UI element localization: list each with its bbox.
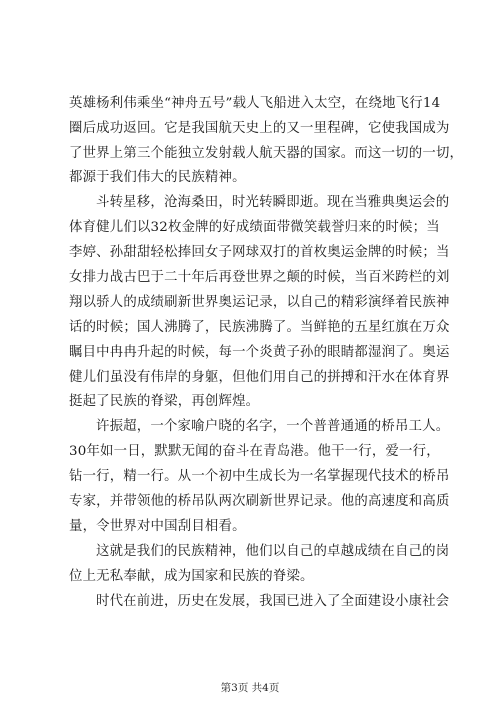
text-line: 话的时候；国人沸腾了，民族沸腾了。当鲜艳的五星红旗在万众: [69, 320, 450, 335]
text-line: 时代在前进，历史在发展，我国已进入了全面建设小康社会: [96, 594, 450, 609]
text-line: 挺起了民族的脊梁，再创辉煌。: [69, 394, 260, 409]
text-line: 李婷、孙甜甜轻松捧回女子网球双打的首枚奥运金牌的时候；当: [69, 245, 450, 260]
text-line: 30年如一日，默默无闻的奋斗在青岛港。他干一行，爱一行，: [69, 444, 440, 459]
text-line: 斗转星移，沧海桑田，时光转瞬即逝。现在当雅典奥运会的: [96, 195, 450, 210]
text-line: 女排力战古巴于二十年后再登世界之颠的时候，当百米跨栏的刘: [69, 270, 450, 285]
text-line: 量，令世界对中国刮目相看。: [69, 519, 246, 534]
text-line: 专家，并带领他的桥吊队两次刷新世界记录。他的高速度和高质: [69, 494, 450, 509]
page-number: 第3页 共4页: [220, 682, 280, 694]
text-line: 许振超，一个家喻户晓的名字，一个普普通通的桥吊工人。: [96, 419, 450, 434]
text-line: 圈后成功返回。它是我国航天史上的又一里程碑，它使我国成为: [69, 121, 450, 136]
text-line: 体育健儿们以32枚金牌的好成绩面带微笑载誉归来的时候；当: [69, 220, 440, 235]
text-line: 翔以骄人的成绩刷新世界奥运记录，以自己的精彩演绎着民族神: [69, 295, 450, 310]
text-line: 瞩目中冉冉升起的时候，每一个炎黄子孙的眼睛都湿润了。奥运: [69, 345, 450, 360]
text-line: 健儿们虽没有伟岸的身躯，但他们用自己的拼搏和汗水在体育界: [69, 370, 450, 385]
text-line: 英雄杨利伟乘坐“神舟五号”载人飞船进入太空，在绕地飞行14: [69, 96, 441, 111]
text-line: 都源于我们伟大的民族精神。: [69, 170, 246, 185]
text-line: 了世界上第三个能独立发射载人航天器的国家。而这一切的一切，: [69, 146, 464, 161]
text-line: 位上无私奉献，成为国家和民族的脊梁。: [69, 569, 314, 584]
text-line: 这就是我们的民族精神，他们以自己的卓越成绩在自己的岗: [96, 544, 450, 559]
text-line: 钻一行，精一行。从一个初中生成长为一名掌握现代技术的桥吊: [69, 469, 450, 484]
